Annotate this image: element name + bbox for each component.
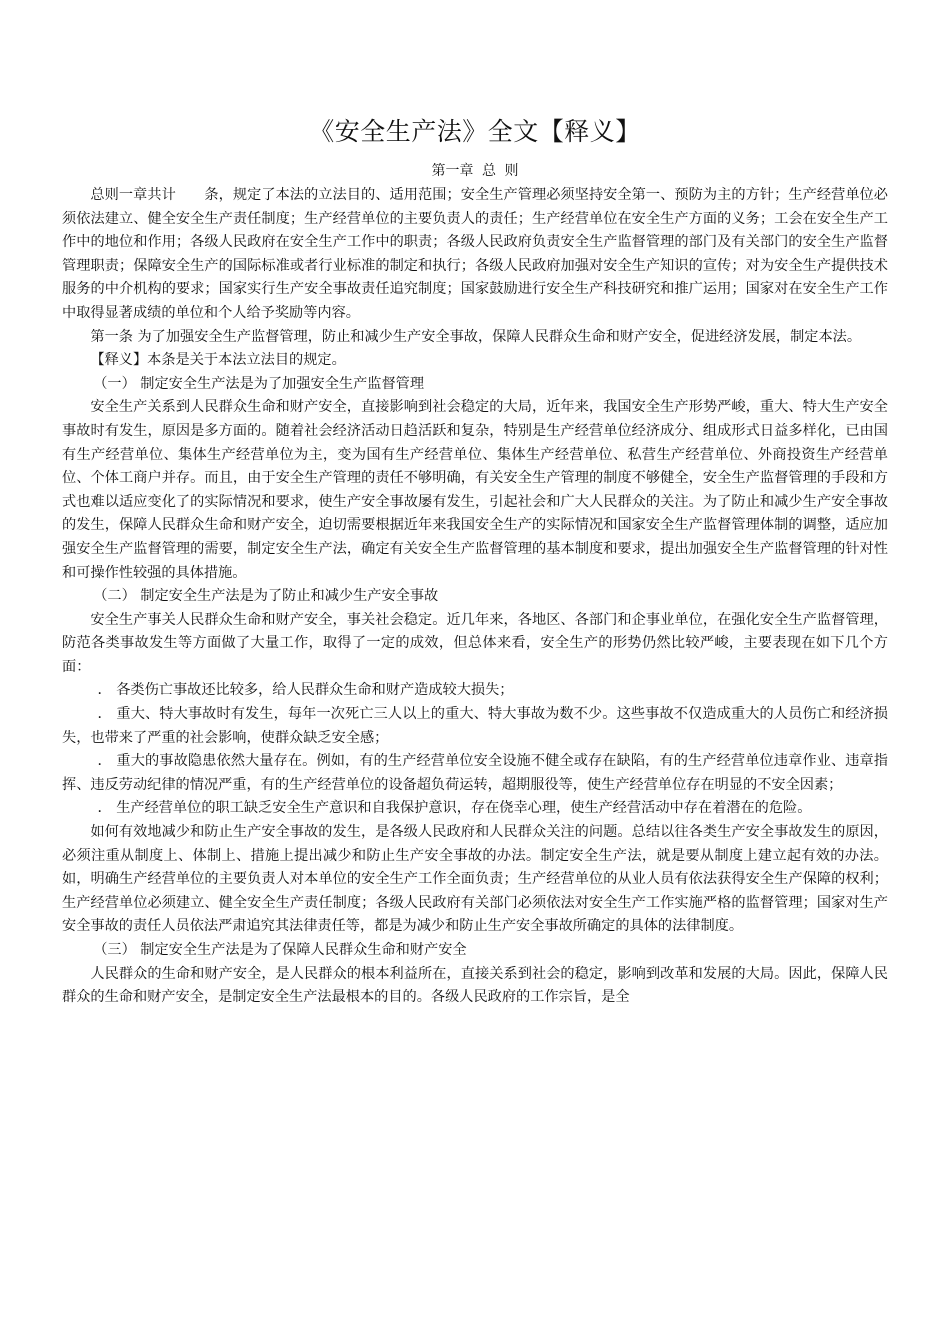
body-paragraph: 安全生产事关人民群众生命和财产安全，事关社会稳定。近几年来，各地区、各部门和企事业单位，在强化安全生产监督管理，防范各类事故发生等方面做了大量工作，取得了一定的成效，但总体来看，安全生产的形势仍然比较严峻，主要表现在如下几个方面： [62, 611, 888, 675]
chapter-summary-paragraph: 总则一章共计 条，规定了本法的立法目的、适用范围；安全生产管理必须坚持安全第一、预防为主的方针；生产经营单位必须依法建立、健全安全生产责任制度；生产经营单位的主要负责人的责任；生产经营单位在安全生产方面的义务；工会在安全生产工作中的地位和作用；各级人民政府在安全生产工作中的职责；各级人民政府负责安全生产监督管理的部门及有关部门的安全生产监督管理职责；保障安全生产的国际标准或者行业标准的制定和执行；各级人民政府加强对安全生产知识的宣传；对为安全生产提供技术服务的中介机构的要求；国家实行生产安全事故责任追究制度；国家鼓励进行安全生产科技研究和推广运用；国家对在安全生产工作中取得显著成绩的单位和个人给予奖励等内容。 [62, 187, 888, 321]
list-item: ． 生产经营单位的职工缺乏安全生产意识和自我保护意识，存在侥幸心理，使生产经营活动中存在着潜在的危险。 [97, 800, 812, 817]
section-heading-1: （一） 制定安全生产法是为了加强安全生产监督管理 [93, 375, 425, 392]
body-paragraph: 安全生产关系到人民群众生命和财产安全，直接影响到社会稳定的大局，近年来，我国安全生产形势严峻，重大、特大生产安全事故时有发生，原因是多方面的。随着社会经济活动日趋活跃和复杂，特别是生产经营单位经济成分、组成形式日益多样化，已由国有生产经营单位、集体生产经营单位为主，变为国有生产经营单位、集体生产经营单位、私营生产经营单位、外商投资生产经营单位、个体工商户并存。而且，由于安全生产管理的责任不够明确，有关安全生产管理的制度不够健全，安全生产监督管理的手段和方式也难以适应变化了的实际情况和要求，使生产安全事故屡有发生，引起社会和广大人民群众的关注。为了防止和减少生产安全事故的发生，保障人民群众生命和财产安全，迫切需要根据近年来我国安全生产的实际情况和国家安全生产监督管理体制的调整，适应加强安全生产监督管理的需要，制定安全生产法，确定有关安全生产监督管理的基本制度和要求，提出加强安全生产监督管理的针对性和可操作性较强的具体措施。 [62, 399, 888, 581]
body-paragraph: 人民群众的生命和财产安全，是人民群众的根本利益所在，直接关系到社会的稳定，影响到改革和发展的大局。因此，保障人民群众的生命和财产安全，是制定安全生产法最根本的目的。各级人民政府的工作宗旨，是全 [62, 965, 888, 1006]
list-item: ． 重大、特大事故时有发生，每年一次死亡三人以上的重大、特大事故为数不少。这些事故不仅造成重大的人员伤亡和经济损失，也带来了严重的社会影响，使群众缺乏安全感； [62, 706, 888, 746]
body-paragraph: 如何有效地减少和防止生产安全事故的发生，是各级人民政府和人民群众关注的问题。总结以往各类生产安全事故发生的原因，必须注重从制度上、体制上、措施上提出减少和防止生产安全事故的办法。制定安全生产法，就是要从制度上建立起有效的办法。如，明确生产经营单位的主要负责人对本单位的安全生产工作全面负责；生产经营单位的从业人员有依法获得安全生产保障的权利；生产经营单位必须建立、健全安全生产责任制度；各级人民政府有关部门必须依法对安全生产工作实施严格的监督管理；国家对生产安全事故的责任人员依法严肃追究其法律责任等，都是为减少和防止生产安全事故所确定的具体的法律制度。 [62, 824, 888, 935]
list-item: ． 各类伤亡事故还比较多，给人民群众生命和财产造成较大损失； [97, 682, 514, 699]
list-item: ． 重大的事故隐患依然大量存在。例如，有的生产经营单位安全设施不健全或存在缺陷，有的生产经营单位违章作业、违章指挥、违反劳动纪律的情况严重，有的生产经营单位的设备超负荷运转，超期服役等，使生产经营单位存在明显的不安全因素； [62, 753, 888, 793]
document-title: 《安全生产法》全文【释义】 [309, 117, 641, 146]
chapter-heading: 第一章 总 则 [431, 163, 519, 179]
article-1-paragraph: 第一条 为了加强安全生产监督管理，防止和减少生产安全事故，保障人民群众生命和财产安全，促进经济发展，制定本法。 [90, 328, 862, 345]
document-page [62, 112, 888, 1010]
interpretation-intro-paragraph: 【释义】本条是关于本法立法目的规定。 [90, 352, 346, 369]
section-heading-3: （三） 制定安全生产法是为了保障人民群众生命和财产安全 [93, 942, 467, 958]
section-heading-2: （二） 制定安全生产法是为了防止和减少生产安全事故 [93, 588, 439, 605]
